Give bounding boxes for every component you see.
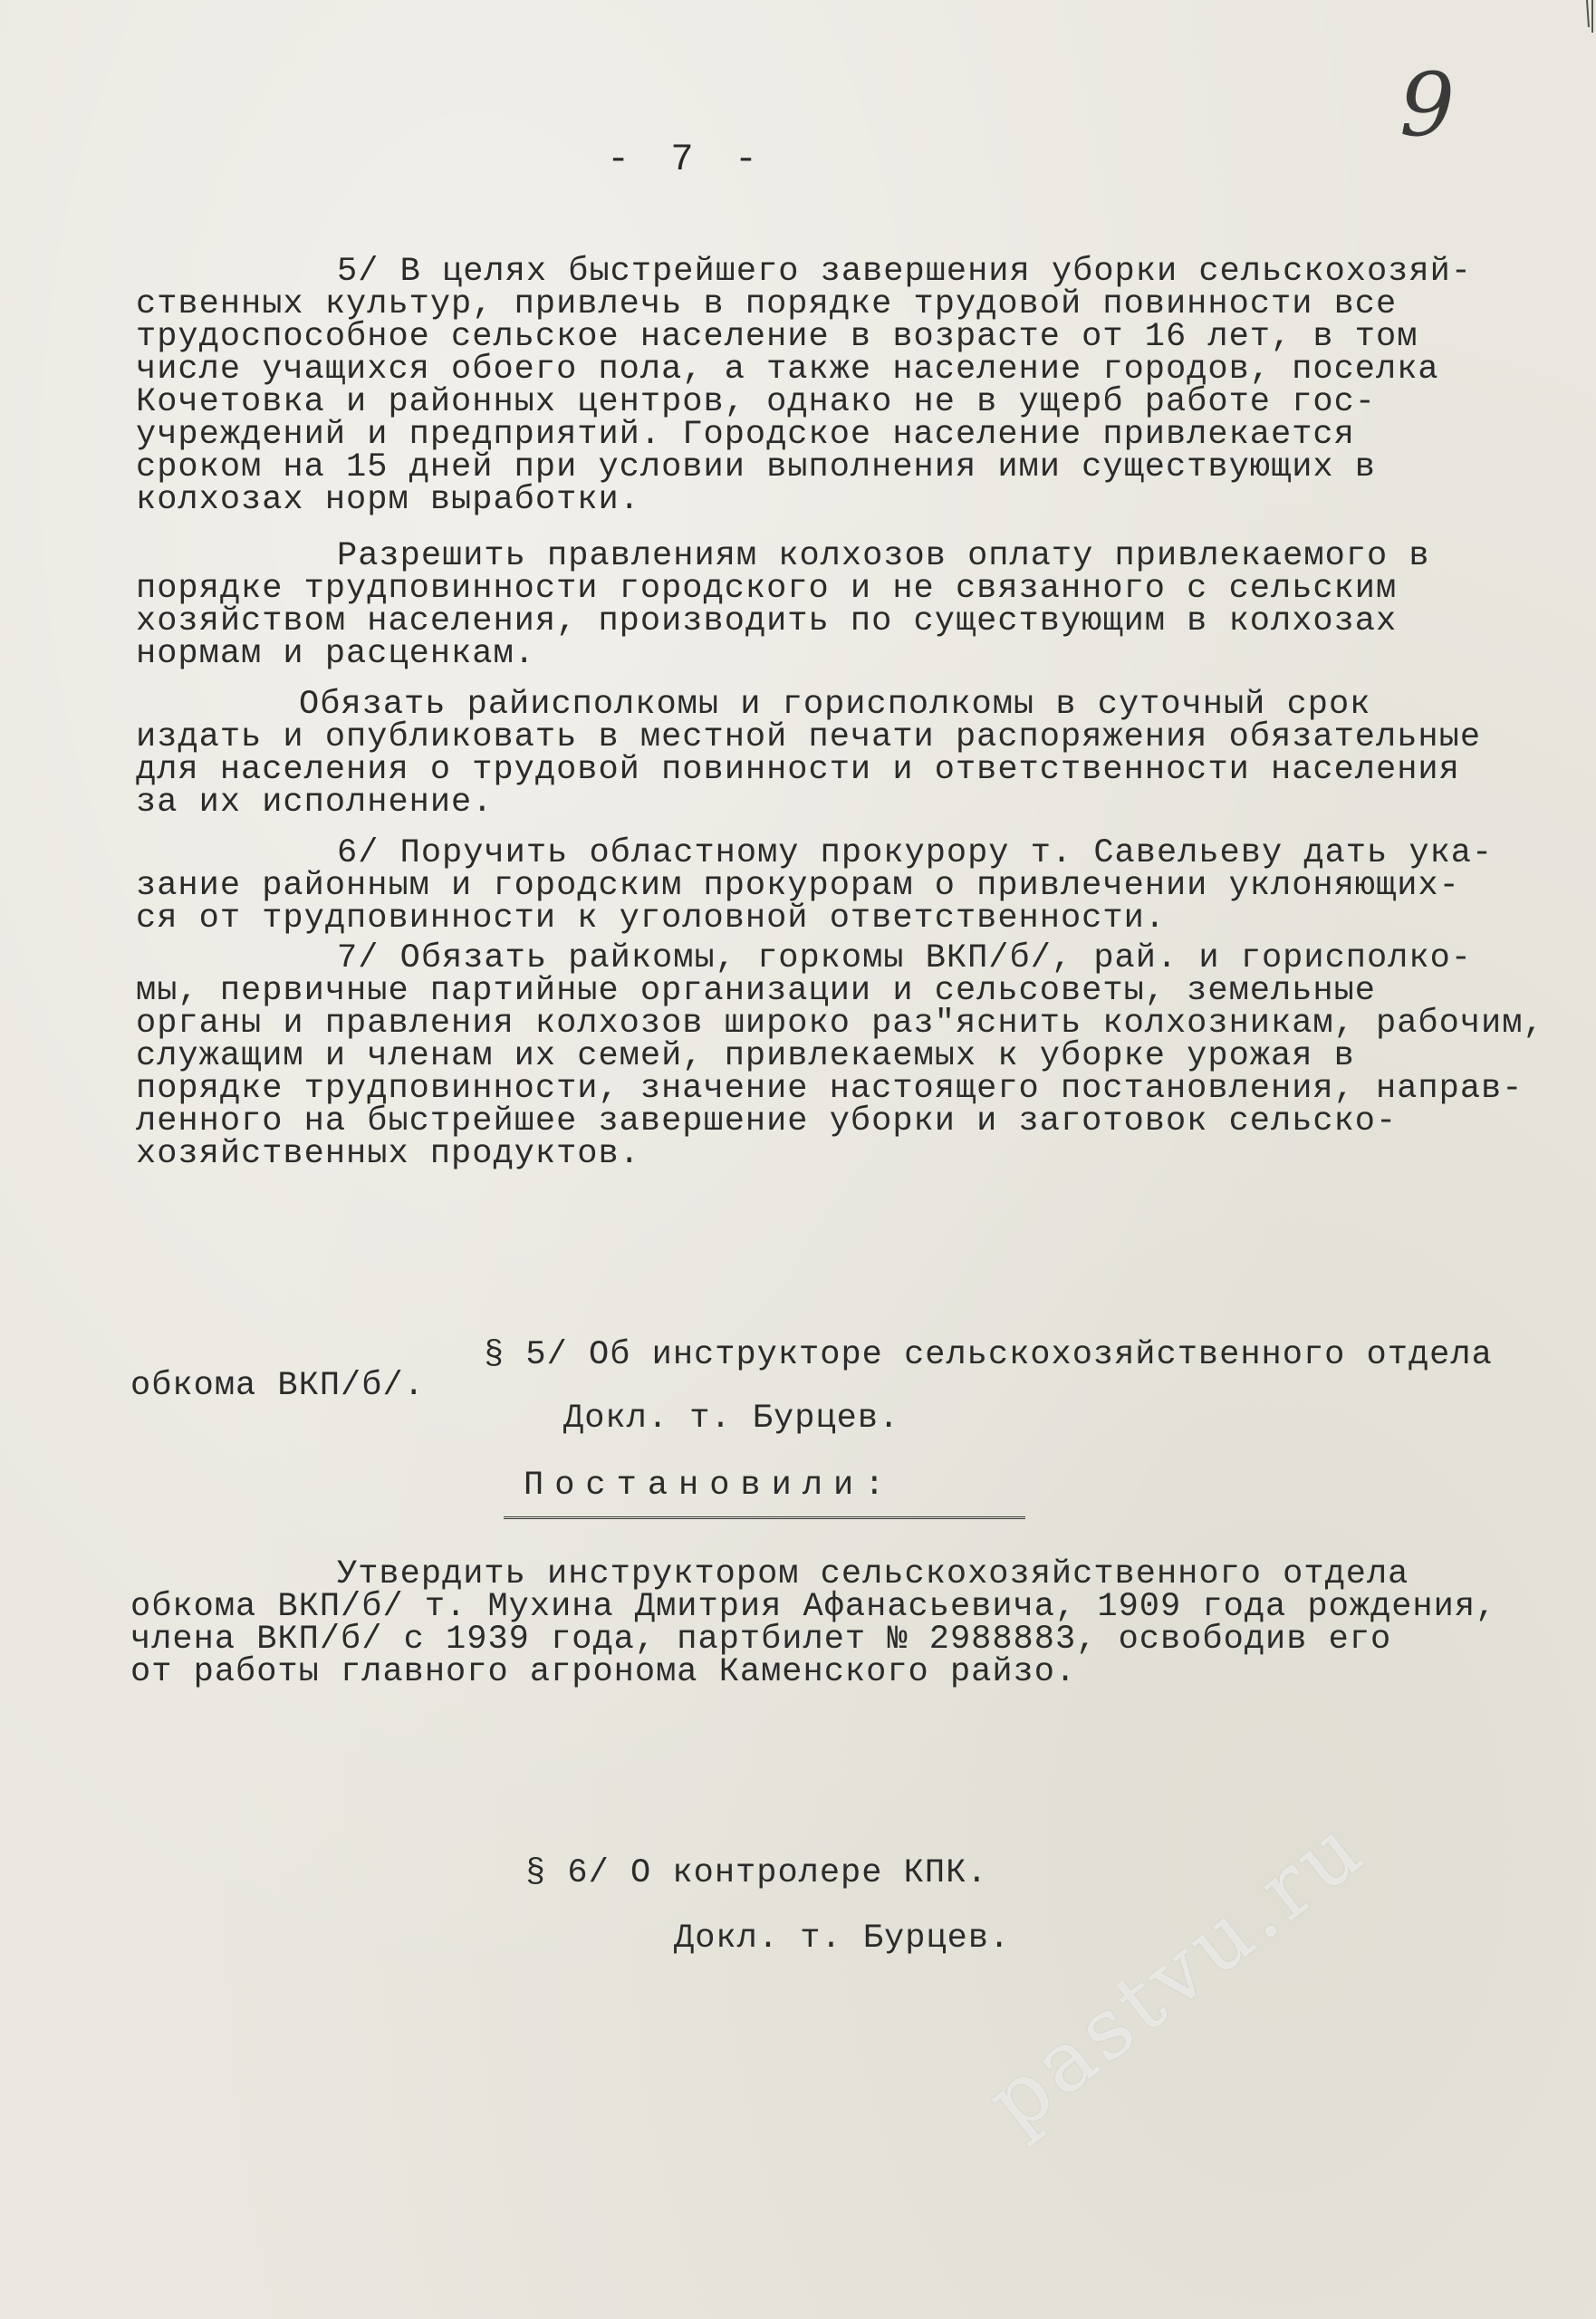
page-number: - 7 - <box>607 138 767 181</box>
body-line: органы и правления колхозов широко раз"яснить колхозникам, рабочим, <box>136 1005 1544 1043</box>
body-line: ленного на быстрейшее завершение уборки и заготовок сельско- <box>136 1102 1398 1140</box>
folio-number: 9 <box>1399 54 1456 156</box>
section-reporter: Докл. т. Бурцев. <box>563 1400 900 1438</box>
body-line: порядке трудповинности, значение настоящего постановления, направ- <box>136 1070 1524 1108</box>
body-line: нормам и расценкам. <box>136 635 535 673</box>
section-text-line: обкома ВКП/б/ т. Мухина Дмитрия Афанасьевича, 1909 года рождения, <box>130 1588 1497 1626</box>
section-heading-cont: обкома ВКП/б/. <box>130 1367 425 1405</box>
body-line: Кочетовка и районных центров, однако не в ущерб работе гос- <box>136 383 1377 421</box>
body-line: ственных культур, привлечь в порядке трудовой повинности все <box>136 285 1398 323</box>
body-line: ся от трудповинности к уголовной ответственности. <box>136 900 1166 938</box>
body-line: порядке трудповинности городского и не связанного с сельским <box>136 570 1398 608</box>
body-line: числе учащихся обоего пола, а также население городов, поселка <box>136 351 1439 389</box>
body-line: учреждений и предприятий. Городское население привлекается <box>136 416 1355 454</box>
section-text-line: Утвердить инструктором сельскохозяйственного отдела <box>337 1555 1409 1593</box>
body-line: хозяйством населения, производить по существующим в колхозах <box>136 602 1398 640</box>
body-line: колхозах норм выработки. <box>136 481 640 519</box>
body-line: Разрешить правлениям колхозов оплату привлекаемого в <box>337 537 1430 575</box>
body-line: за их исполнение. <box>136 784 494 822</box>
body-line: 7/ Обязать райкомы, горкомы ВКП/б/, рай. и горисполко- <box>337 939 1472 977</box>
section-heading: § 6/ О контролере КПК. <box>525 1854 988 1892</box>
section-heading: § 5/ Об инструкторе сельскохозяйственного отдела <box>484 1336 1493 1374</box>
body-line: Обязать райисполкомы и горисполкомы в суточный срок <box>299 686 1371 724</box>
body-line: издать и опубликовать в местной печати распоряжения обязательные <box>136 718 1482 756</box>
watermark: pastvu.ru <box>969 1797 1383 2151</box>
decided-underline <box>504 1516 1025 1519</box>
body-line: трудоспособное сельское население в возрасте от 16 лет, в том <box>136 318 1418 356</box>
body-line: 5/ В целях быстрейшего завершения уборки сельскохозяй- <box>337 253 1472 291</box>
body-line: 6/ Поручить областному прокурору т. Савельеву дать ука- <box>337 834 1494 872</box>
page-edge-mark <box>1533 0 1596 36</box>
body-line: зание районным и городским прокурорам о привлечении уклоняющих- <box>136 867 1460 905</box>
body-line: мы, первичные партийные организации и сельсоветы, земельные <box>136 972 1377 1010</box>
body-line: служащим и членам их семей, привлекаемых к уборке урожая в <box>136 1037 1355 1075</box>
section-text-line: от работы главного агронома Каменского райзо. <box>130 1653 1077 1691</box>
decided-heading: Постановили: <box>524 1467 896 1505</box>
section-text-line: члена ВКП/б/ с 1939 года, партбилет № 2988883, освободив его <box>130 1621 1392 1659</box>
body-line: хозяйственных продуктов. <box>136 1135 640 1173</box>
section-reporter: Докл. т. Бурцев. <box>674 1920 1011 1958</box>
body-line: для населения о трудовой повинности и ответственности населения <box>136 751 1460 789</box>
body-line: сроком на 15 дней при условии выполнения ими существующих в <box>136 448 1377 486</box>
